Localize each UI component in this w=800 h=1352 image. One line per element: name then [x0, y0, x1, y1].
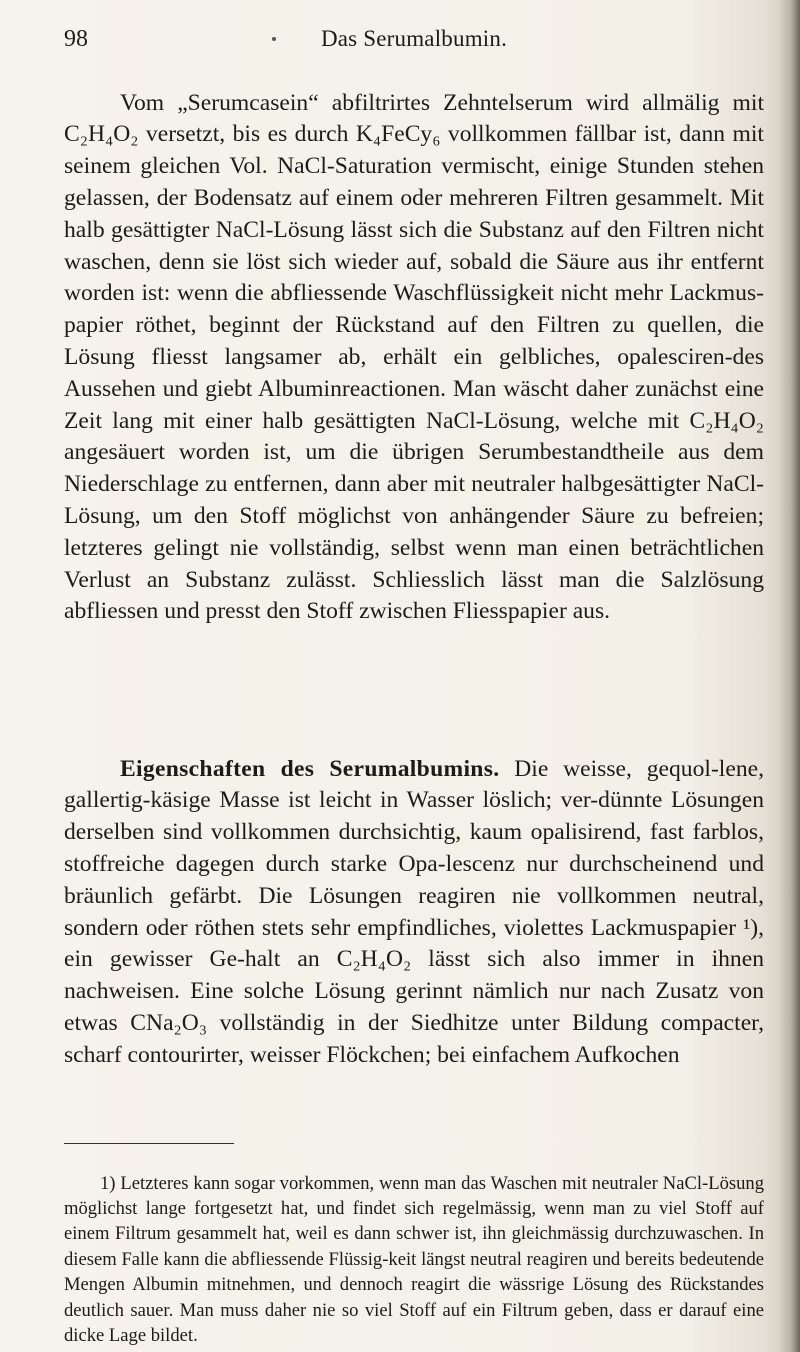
paragraph-properties-text: Die weisse, gequol-lene, gallertig-käsige Masse ist leicht in Wasser löslich; ver-dünnte Lösungen derselben sind vollkommen durchsichtig, kaum opalisirend, fast farblos, stoffreiche dagegen durch starke Opa-lescenz nur durchscheinend und bräunlich gefärbt. Die Lösungen reagiren nie vollkommen neutral, sondern oder röthen stets sehr empfindliches, violettes Lackmuspapier ¹), ein gewisser Ge-halt an C₂H₄O₂ lässt sich also immer in ihnen nachweisen. Eine solche Lösung gerinnt nämlich nur nach Zusatz von etwas CNa₂O₃ vollständig in der Siedhitze unter Bildung compacter, scharf contourirter, weisser Flöckchen; bei einfachem Aufkochen [64, 755, 764, 1068]
footnote-rule [64, 1143, 234, 1144]
footnote: 1) Letzteres kann sogar vorkommen, wenn man das Waschen mit neutraler NaCl-Lösung möglichst lange fortgesetzt hat, und findet sich regelmässig, wenn man zu viel Stoff auf einem Filtrum gesammelt hat, weil es dann schwer ist, ihn gleichmässig durchzuwaschen. In diesem Falle kann die abfliessende Flüssig-keit längst neutral reagiren und bereits bedeutende Mengen Albumin mitnehmen, und dennoch reagirt die wässrige Lösung des Rückstandes deutlich sauer. Man muss daher nie so viel Stoff auf ein Filtrum geben, dass er darauf eine dicke Lage bildet. [64, 1172, 764, 1347]
section-heading: Eigenschaften des Serumalbumins. [120, 755, 500, 782]
page-edge-shadow [778, 0, 800, 1352]
running-title: Das Serumalbumin. [320, 26, 508, 51]
page-number: 98 [64, 26, 88, 52]
paragraph-preparation: Vom „Serumcasein“ abfiltrirtes Zehntelserum wird allmälig mit C₂H₄O₂ versetzt, bis es durch K₄FeCy₆ vollkommen fällbar ist, dann mit seinem gleichen Vol. NaCl-Saturation vermischt, einige Stunden stehen gelassen, der Bodensatz auf einem oder mehreren Filtren gesammelt. Mit halb gesättigter NaCl-Lösung lässt sich die Substanz auf den Filtren nicht waschen, denn sie löst sich wieder auf, sobald die Säure aus ihr entfernt worden ist: wenn die abfliessende Waschflüssigkeit nicht mehr Lackmus-papier röthet, beginnt der Rückstand auf den Filtren zu quellen, die Lösung fliesst langsamer ab, erhält ein gelbliches, opalesciren-des Aussehen und giebt Albuminreactionen. Man wäscht daher zunächst eine Zeit lang mit einer halb gesättigten NaCl-Lösung, welche mit C₂H₄O₂ angesäuert worden ist, um die übrigen Serumbestandtheile aus dem Niederschlage zu entfernen, dann aber mit neutraler halbgesättigter NaCl-Lösung, um den Stoff möglichst von anhängender Säure zu befreien; letzteres gelingt nie vollständig, selbst wenn man einen beträchtlichen Verlust an Substanz zulässt. Schliesslich lässt man die Salzlösung abfliessen und presst den Stoff zwischen Fliesspapier aus. [64, 89, 764, 625]
page-header [64, 26, 764, 56]
paragraph-properties [64, 754, 764, 1072]
